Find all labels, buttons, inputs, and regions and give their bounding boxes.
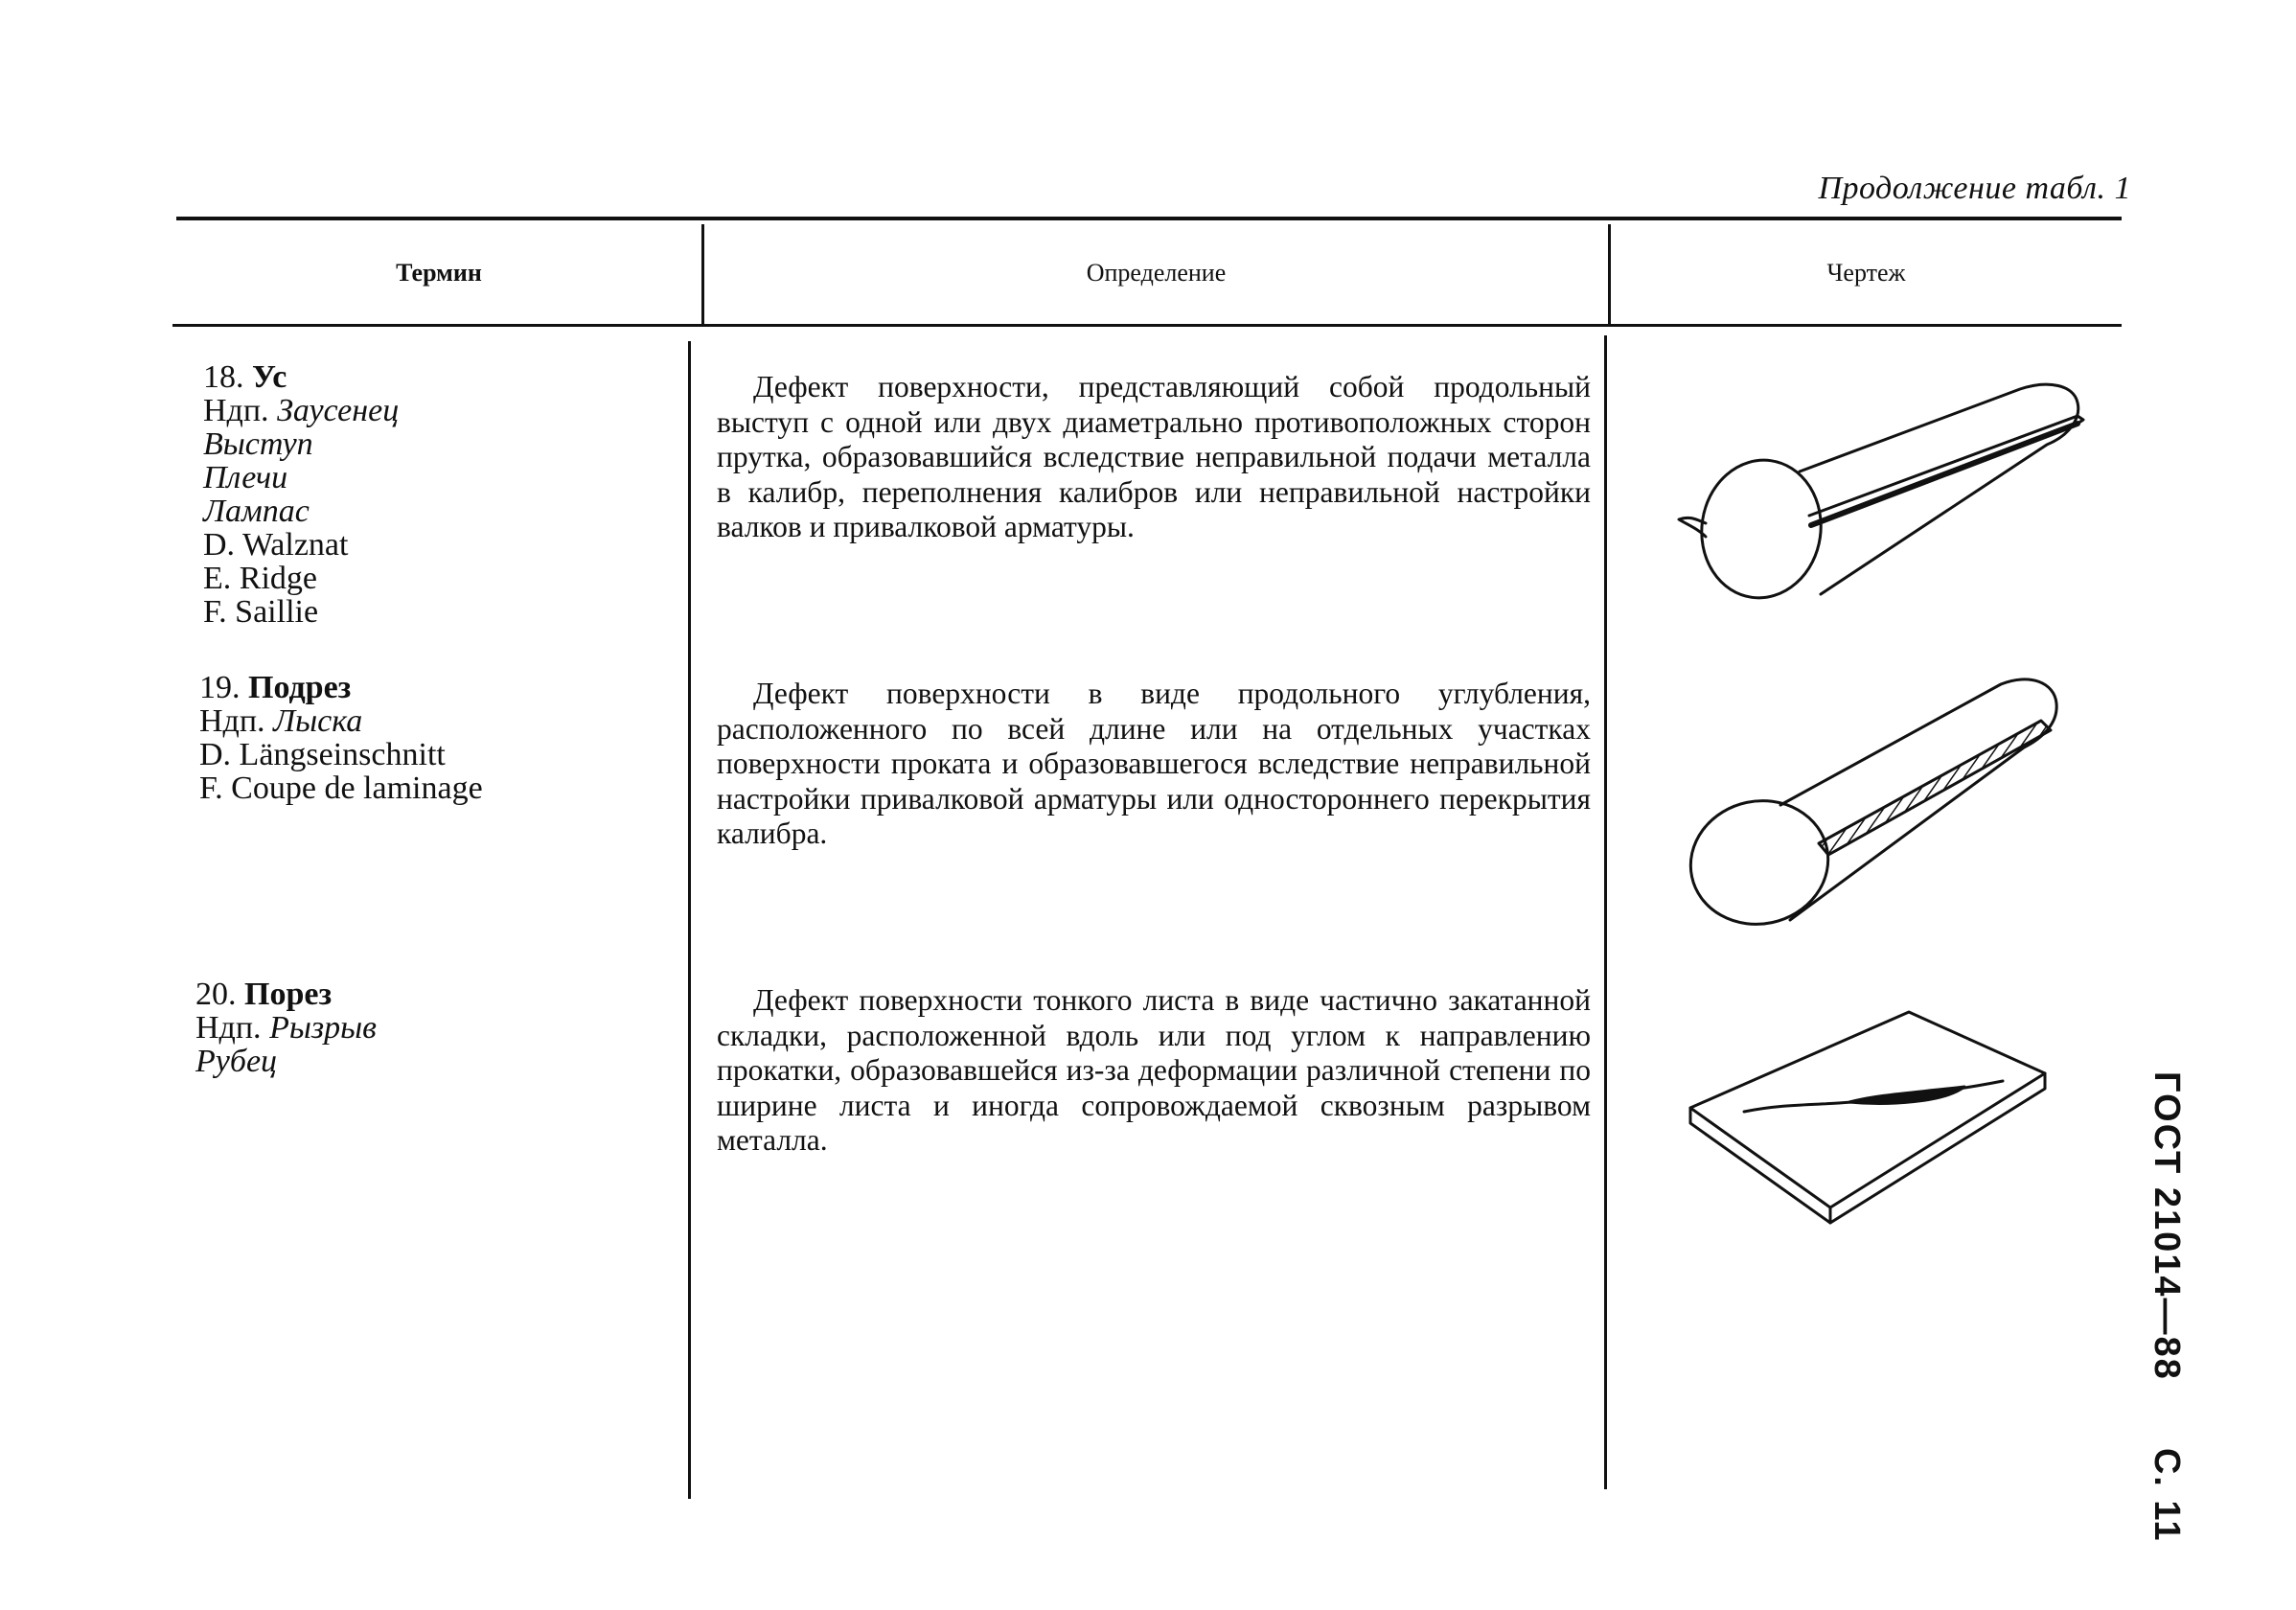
- definition-cell-20: Дефект поверхности тонкого листа в виде частично закатанной складки, расположенной вдоль или под углом к направлению прокатки, образовавшейся из-за деформации различной степени по ширине листа и иногда сопровождаемой сквозным разрывом металла.: [717, 983, 1591, 1157]
- term-translation-fr: F. Saillie: [203, 594, 319, 630]
- table-continuation-label: Продолжение табл. 1: [1818, 171, 2131, 206]
- table-header-rule: [172, 324, 2122, 327]
- rod-with-ridge-icon: [1656, 376, 2097, 606]
- table-top-rule: [176, 217, 2122, 220]
- term-translation-en: E. Ridge: [203, 561, 317, 596]
- term-number: 19.: [199, 670, 241, 705]
- term-synonym: Выступ: [203, 426, 313, 462]
- term-synonym: Плечи: [203, 460, 288, 495]
- term-translation-de: D. Walznat: [203, 527, 349, 563]
- column-header-definition: Определение: [1086, 259, 1227, 287]
- standard-side-label: [2139, 1071, 2187, 1543]
- term-number: 18.: [203, 359, 244, 395]
- term-prefix: Ндп.: [199, 703, 274, 739]
- column-divider-left-body: [688, 341, 691, 1499]
- column-divider-right-body: [1604, 335, 1607, 1489]
- sheet-with-tear-icon: [1687, 1006, 2051, 1227]
- term-translation-de: D. Längseinschnitt: [199, 737, 446, 772]
- term-synonym: Лыска: [273, 703, 363, 739]
- definition-cell-18: Дефект поверхности, представляющий собой продольный выступ с одной или двух диаметрально противоположных сторон прутка, образовавшийся вследствие неправильной подачи металла в калибр, переполнения калибров или неправильной настройки валков и привалковой арматуры.: [717, 370, 1591, 543]
- term-prefix: Ндп.: [203, 393, 278, 428]
- term-name: Порез: [244, 977, 333, 1012]
- term-number: 20.: [195, 977, 237, 1012]
- definition-cell-19: Дефект поверхности в виде продольного углубления, расположенного по всей длине или на отдельных участках поверхности проката и образовавшегося вследствие неправильной настройки привалковой арматуры или одностороннего перекрытия калибра.: [717, 677, 1591, 850]
- term-synonym: Рубец: [195, 1044, 278, 1079]
- term-prefix: Ндп.: [195, 1010, 270, 1046]
- term-synonym: Заусенец: [277, 393, 400, 428]
- column-header-drawing: Чертеж: [1826, 259, 1906, 287]
- term-name: Подрез: [248, 670, 352, 705]
- term-cell-19: [199, 671, 483, 805]
- rod-with-groove-icon: [1675, 671, 2058, 930]
- page-number: С. 11: [2147, 1447, 2187, 1543]
- term-synonym: Лампас: [203, 494, 310, 529]
- column-header-term: Термин: [396, 259, 482, 287]
- term-cell-20: [195, 978, 377, 1078]
- standard-number: ГОСТ 21014—88: [2147, 1071, 2187, 1381]
- term-synonym: Рызрыв: [269, 1010, 377, 1046]
- term-name: Ус: [252, 359, 287, 395]
- term-cell-18: [203, 360, 399, 629]
- term-translation-fr: F. Coupe de laminage: [199, 770, 483, 806]
